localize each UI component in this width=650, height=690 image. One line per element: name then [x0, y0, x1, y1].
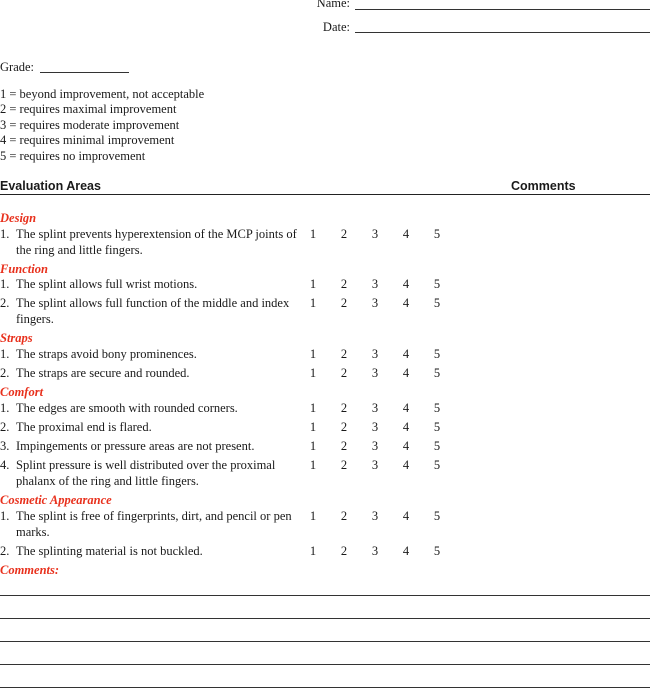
date-field[interactable]	[355, 32, 650, 33]
item-text: The straps are secure and rounded.	[16, 366, 190, 380]
section-title: Design	[0, 211, 37, 225]
item-text: The splint prevents hyperextension of the MCP joints of the ring and little fingers.	[16, 227, 297, 257]
scale-item-5: 5 = requires no improvement	[0, 149, 146, 163]
evaluation-item	[0, 544, 300, 560]
rating-options	[305, 366, 445, 381]
rating-option-5[interactable]: 5	[433, 509, 441, 523]
rating-option-4[interactable]: 4	[402, 439, 410, 453]
scale-item-3: 3 = requires moderate improvement	[0, 118, 180, 132]
comment-line[interactable]	[0, 595, 650, 596]
rating-option-3[interactable]: 3	[371, 401, 379, 415]
rating-option-3[interactable]: 3	[371, 227, 379, 241]
grade-field[interactable]	[40, 72, 129, 73]
rating-option-2[interactable]: 2	[340, 458, 348, 472]
item-text: The splint allows full function of the middle and index fingers.	[16, 296, 290, 326]
rating-options	[305, 420, 445, 435]
item-text: The straps avoid bony prominences.	[16, 347, 197, 361]
rating-option-2[interactable]: 2	[340, 277, 348, 291]
section-title: Straps	[0, 331, 33, 345]
rating-option-2[interactable]: 2	[340, 420, 348, 434]
rating-option-3[interactable]: 3	[371, 296, 379, 310]
rating-option-2[interactable]: 2	[340, 347, 348, 361]
rating-option-1[interactable]: 1	[309, 439, 317, 453]
evaluation-areas-header: Evaluation Areas	[0, 179, 101, 193]
item-text: Splint pressure is well distributed over the proximal phalanx of the ring and little fingers.	[16, 458, 276, 488]
rating-option-1[interactable]: 1	[309, 420, 317, 434]
scale-item-1: 1 = beyond improvement, not acceptable	[0, 87, 205, 101]
rating-option-4[interactable]: 4	[402, 366, 410, 380]
name-field[interactable]	[355, 9, 650, 10]
rating-options	[305, 458, 445, 473]
rating-option-3[interactable]: 3	[371, 509, 379, 523]
rating-option-1[interactable]: 1	[309, 401, 317, 415]
item-number: 4.	[0, 458, 10, 472]
rating-option-5[interactable]: 5	[433, 277, 441, 291]
comments-header: Comments	[511, 179, 576, 193]
rating-option-5[interactable]: 5	[433, 439, 441, 453]
item-number: 2.	[0, 544, 10, 558]
comment-line[interactable]	[0, 687, 650, 688]
item-text: The edges are smooth with rounded corners.	[16, 401, 238, 415]
evaluation-item	[0, 458, 300, 489]
rating-options	[305, 509, 445, 524]
rating-option-3[interactable]: 3	[371, 420, 379, 434]
rating-options	[305, 401, 445, 416]
comment-line[interactable]	[0, 641, 650, 642]
rating-option-4[interactable]: 4	[402, 347, 410, 361]
rating-option-5[interactable]: 5	[433, 544, 441, 558]
rating-option-1[interactable]: 1	[309, 458, 317, 472]
rating-option-4[interactable]: 4	[402, 296, 410, 310]
item-text: The splint is free of fingerprints, dirt, and pencil or pen marks.	[16, 509, 292, 539]
name-label: Name:	[316, 0, 350, 10]
item-text: Impingements or pressure areas are not present.	[16, 439, 255, 453]
item-text: The splint allows full wrist motions.	[16, 277, 198, 291]
rating-option-1[interactable]: 1	[309, 227, 317, 241]
date-label: Date:	[322, 20, 350, 34]
rating-option-1[interactable]: 1	[309, 277, 317, 291]
evaluation-item	[0, 366, 300, 382]
scale-item-2: 2 = requires maximal improvement	[0, 102, 177, 116]
evaluation-item	[0, 509, 300, 540]
item-number: 2.	[0, 366, 10, 380]
item-text: The proximal end is flared.	[16, 420, 152, 434]
rating-option-2[interactable]: 2	[340, 439, 348, 453]
section-title: Cosmetic Appearance	[0, 493, 112, 507]
rating-option-2[interactable]: 2	[340, 296, 348, 310]
evaluation-item	[0, 401, 300, 417]
rating-option-1[interactable]: 1	[309, 544, 317, 558]
rating-option-3[interactable]: 3	[371, 458, 379, 472]
rating-option-1[interactable]: 1	[309, 296, 317, 310]
rating-option-2[interactable]: 2	[340, 544, 348, 558]
rating-option-3[interactable]: 3	[371, 347, 379, 361]
item-number: 1.	[0, 347, 10, 361]
rating-option-4[interactable]: 4	[402, 458, 410, 472]
item-number: 1.	[0, 277, 10, 291]
grade-label: Grade:	[0, 60, 35, 74]
rating-options	[305, 544, 445, 559]
comment-line[interactable]	[0, 618, 650, 619]
rating-option-5[interactable]: 5	[433, 458, 441, 472]
rating-option-2[interactable]: 2	[340, 227, 348, 241]
rating-options	[305, 347, 445, 362]
rating-option-3[interactable]: 3	[371, 366, 379, 380]
section-title: Function	[0, 262, 48, 276]
item-number: 1.	[0, 401, 10, 415]
rating-option-5[interactable]: 5	[433, 296, 441, 310]
rating-option-5[interactable]: 5	[433, 401, 441, 415]
evaluation-item	[0, 420, 300, 436]
comments-label: Comments:	[0, 563, 60, 577]
header-rule	[0, 194, 650, 195]
rating-option-4[interactable]: 4	[402, 544, 410, 558]
rating-option-4[interactable]: 4	[402, 420, 410, 434]
scale-item-4: 4 = requires minimal improvement	[0, 133, 175, 147]
rating-option-5[interactable]: 5	[433, 227, 441, 241]
rating-options	[305, 439, 445, 454]
item-number: 2.	[0, 296, 10, 310]
item-text: The splinting material is not buckled.	[16, 544, 203, 558]
rating-option-5[interactable]: 5	[433, 366, 441, 380]
rating-option-1[interactable]: 1	[309, 366, 317, 380]
rating-option-2[interactable]: 2	[340, 401, 348, 415]
rating-option-2[interactable]: 2	[340, 509, 348, 523]
rating-option-5[interactable]: 5	[433, 347, 441, 361]
item-number: 1.	[0, 509, 10, 523]
rating-option-5[interactable]: 5	[433, 420, 441, 434]
comment-line[interactable]	[0, 664, 650, 665]
rating-option-2[interactable]: 2	[340, 366, 348, 380]
item-number: 2.	[0, 420, 10, 434]
rating-option-3[interactable]: 3	[371, 544, 379, 558]
item-number: 1.	[0, 227, 10, 241]
item-number: 3.	[0, 439, 10, 453]
evaluation-item	[0, 439, 300, 455]
rating-option-4[interactable]: 4	[402, 277, 410, 291]
evaluation-item	[0, 296, 300, 327]
rating-option-1[interactable]: 1	[309, 509, 317, 523]
rating-option-4[interactable]: 4	[402, 227, 410, 241]
rating-option-4[interactable]: 4	[402, 509, 410, 523]
evaluation-item	[0, 277, 300, 293]
rating-option-1[interactable]: 1	[309, 347, 317, 361]
rating-option-3[interactable]: 3	[371, 277, 379, 291]
rating-options	[305, 296, 445, 311]
rating-option-3[interactable]: 3	[371, 439, 379, 453]
rating-options	[305, 227, 445, 242]
evaluation-item	[0, 227, 300, 258]
section-title: Comfort	[0, 385, 44, 399]
evaluation-item	[0, 347, 300, 363]
rating-options	[305, 277, 445, 292]
rating-option-4[interactable]: 4	[402, 401, 410, 415]
